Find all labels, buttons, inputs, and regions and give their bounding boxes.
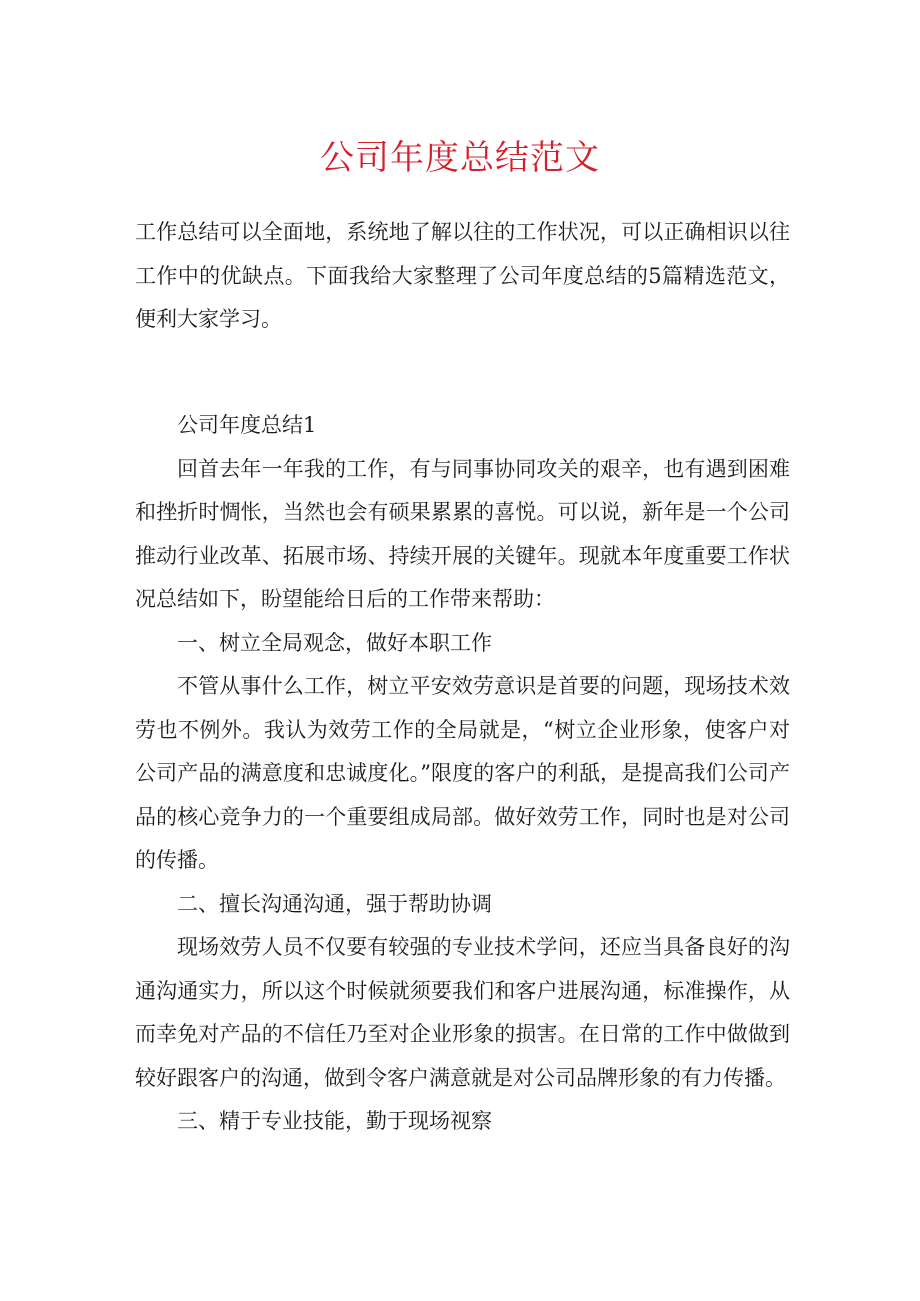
body-paragraph: 回首去年一年我的工作，有与同事协同攻关的艰辛，也有遇到困难和挫折时惆怅，当然也会有硕果累累的喜悦。可以说，新年是一个公司推动行业改革、拓展市场、持续开展的关键年。现就本年度重要工作状况总结如下，盼望能给日后的工作带来帮助： [135,456,790,611]
intro-paragraph: 工作总结可以全面地，系统地了解以往的工作状况，可以正确相识以往工作中的优缺点。下面我给大家整理了公司年度总结的5篇精选范文，便利大家学习。 [135,220,790,331]
body-paragraph: 不管从事什么工作，树立平安效劳意识是首要的问题，现场技术效劳也不例外。我认为效劳工作的全局就是，“树立企业形象，使客户对公司产品的满意度和忠诚度化。”限度的客户的利舐，是提高我们公司产品的核心竞争力的一个重要组成局部。做好效劳工作，同时也是对公司的传播。 [135,674,790,872]
section-heading-summary-1: 公司年度总结1 [177,413,317,437]
section-heading-1: 一、树立全局观念，做好本职工作 [177,630,492,655]
section-heading-2: 二、擅长沟通沟通，强于帮助协调 [177,891,492,916]
document-body [135,404,790,1144]
body-paragraph: 现场效劳人员不仅要有较强的专业技术学问，还应当具备良好的沟通沟通实力，所以这个时候就须要我们和客户进展沟通，标准操作，从而幸免对产品的不信任乃至对企业形象的损害。在日常的工作中做做到较好跟客户的沟通，做到令客户满意就是对公司品牌形象的有力传播。 [135,935,790,1090]
document-title: 公司年度总结范文 [320,138,600,178]
section-heading-3: 三、精于专业技能，勤于现场视察 [177,1109,492,1133]
